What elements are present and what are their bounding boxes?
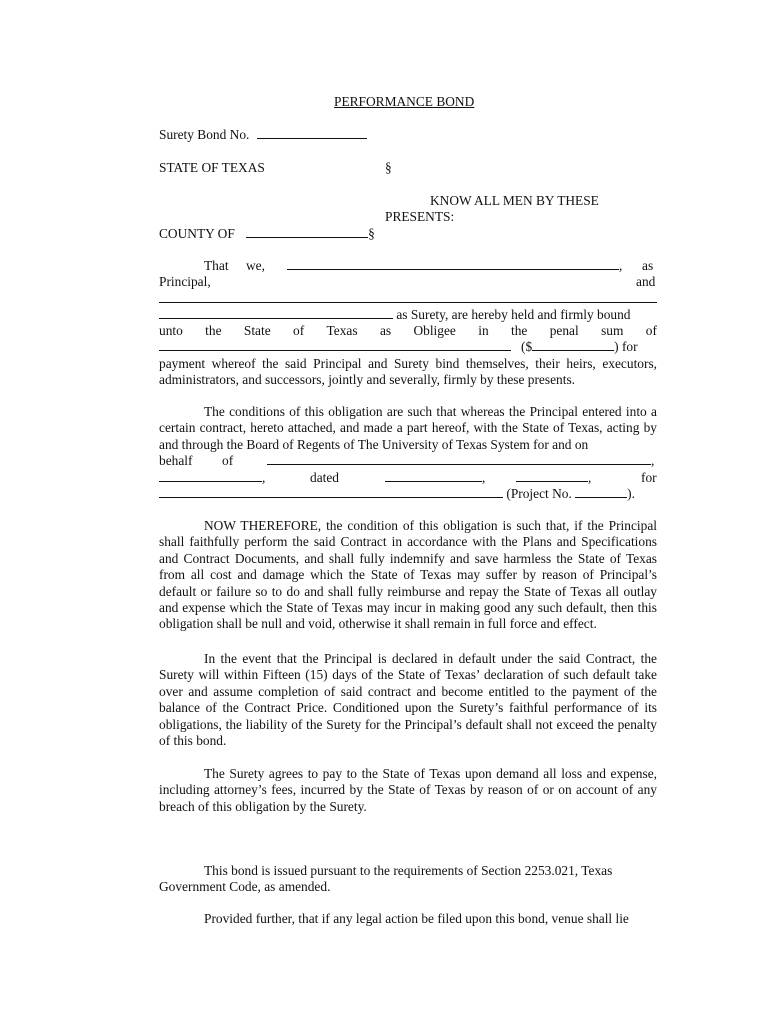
project-name-field[interactable]: [159, 486, 503, 498]
conditions-paragraph: The conditions of this obligation are such that whereas the Principal entered into a certain contract, hereto attached, and made a part hereof, with the State of Texas, acting by and through the Board of Regents of The University of Texas System for and on: [159, 404, 657, 452]
year-comma: ,: [588, 470, 592, 485]
project-no-field[interactable]: [575, 486, 627, 498]
surety-name-line[interactable]: [159, 302, 657, 303]
penal-sum-words-field[interactable]: [159, 339, 511, 351]
know-all-men-line1: KNOW ALL MEN BY THESE: [430, 193, 599, 208]
of-word-behalf: of: [222, 453, 234, 468]
surety-bond-no-row: [159, 127, 367, 143]
county-field[interactable]: [246, 226, 368, 238]
principal-name-field[interactable]: [287, 258, 619, 270]
the-word: the: [205, 323, 222, 338]
surety-agrees-paragraph: The Surety agrees to pay to the State of Texas upon demand all loss and expense, including attorney’s fees, incurred by the State of Texas by reason of or on account of any breach of this obligation by the Surety.: [159, 766, 657, 814]
county-label: COUNTY OF: [159, 226, 235, 241]
surety-text: as Surety, are hereby held and firmly bound: [396, 307, 631, 322]
surety-name-field[interactable]: [159, 307, 393, 319]
penal-word: penal: [549, 323, 579, 338]
project-close: ).: [627, 486, 635, 501]
behalf-word: behalf: [159, 453, 193, 468]
contract-field[interactable]: [159, 470, 262, 482]
principal-word: Principal,: [159, 274, 211, 289]
state-word: State: [243, 323, 271, 338]
date-row: [385, 470, 485, 486]
section-symbol-state: §: [385, 160, 392, 175]
of-word: of: [293, 323, 305, 338]
issued-paragraph: This bond is issued pursuant to the requirements of Section 2253.021, Texas Government Code, as amended.: [159, 863, 613, 895]
provided-paragraph: Provided further, that if any legal action be filed upon this bond, venue shall lie: [204, 911, 629, 926]
as-word-2: as: [379, 323, 392, 338]
now-therefore-paragraph: NOW THEREFORE, the condition of this obligation is such that, if the Principal shall faithfully perform the said Contract in accordance with the Plans and Specifications and Contract Documents, and shall fully indemnify and save harmless the State of Texas from all cost and damage which the State of Texas may suffer by reason of Principal’s default or failure so to do and shall fully reimburse and repay the State of Texas all outlay and expense which the State of Texas may incur in making good any such default, then this obligation shall be null and void, otherwise it shall remain in full force and effect.: [159, 518, 657, 632]
behalf-row: [267, 453, 654, 469]
county-row: [159, 226, 375, 242]
state-label: STATE OF TEXAS: [159, 160, 265, 175]
sum-amount-row: [521, 339, 638, 355]
default-paragraph: In the event that the Principal is declared in default under the said Contract, the Surety will within Fifteen (15) days of the State of Texas’ declaration of such default take over and assume completion of said contract and become entitled to the payment of the balance of the Contract Price. Conditioned upon the Surety’s faithful performance of its obligations, the liability of the Surety for the Principal’s default shall not exceed the penalty of this bond.: [159, 651, 657, 749]
project-row: [159, 486, 635, 502]
for-word: for: [641, 470, 657, 485]
project-no-label: (Project No.: [506, 486, 572, 501]
year-field[interactable]: [516, 470, 588, 482]
section-symbol-county: §: [368, 226, 375, 241]
behalf-comma: ,: [651, 453, 655, 468]
sum-open: ($: [521, 339, 533, 354]
know-all-men-line2: PRESENTS:: [385, 209, 455, 224]
and-word: and: [636, 274, 656, 289]
that-word: That: [204, 258, 229, 273]
as-word: as: [642, 258, 654, 273]
date-comma: ,: [482, 470, 486, 485]
unto-row: [159, 323, 657, 339]
surety-bond-no-field[interactable]: [257, 127, 367, 139]
sum-word: sum: [601, 323, 624, 338]
obligee-word: Obligee: [413, 323, 456, 338]
contract-comma: ,: [262, 470, 266, 485]
dated-word: dated: [310, 470, 339, 485]
texas-word: Texas: [326, 323, 358, 338]
in-word: in: [478, 323, 489, 338]
penal-sum-amount-field[interactable]: [532, 339, 614, 351]
date-field[interactable]: [385, 470, 482, 482]
contract-row-a: [159, 470, 265, 486]
the-word-2: the: [511, 323, 528, 338]
payment-paragraph: payment whereof the said Principal and Surety bind themselves, their heirs, executors, administrators, and successors, jointly and severally, firmly by these presents.: [159, 356, 657, 388]
behalf-of-field[interactable]: [267, 453, 651, 465]
we-word: we,: [246, 258, 265, 273]
sum-row: [159, 339, 511, 355]
surety-row: [159, 307, 631, 323]
surety-bond-no-label: Surety Bond No.: [159, 127, 250, 142]
principal-comma: ,: [619, 258, 623, 273]
principal-name-row: [287, 258, 622, 274]
of-word-2: of: [645, 323, 657, 338]
year-row: [516, 470, 591, 486]
document-title: PERFORMANCE BOND: [334, 94, 475, 109]
sum-close: ) for: [614, 339, 638, 354]
unto-word: unto: [159, 323, 183, 338]
